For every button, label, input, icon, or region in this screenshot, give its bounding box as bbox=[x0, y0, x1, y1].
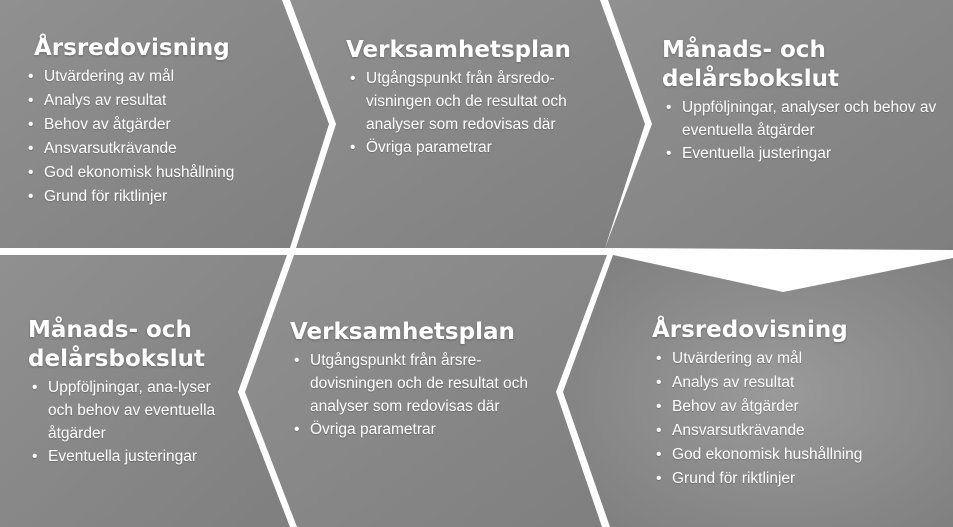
panel-title: Årsredovisning bbox=[652, 317, 848, 343]
panel-title: Verksamhetsplan bbox=[346, 37, 571, 63]
list-item: • Eventuella justeringar bbox=[28, 445, 238, 468]
list-item: • Behov av åtgärder bbox=[24, 113, 304, 137]
list-item: • Utvärdering av mål bbox=[652, 347, 942, 371]
panel-title: Månads- och delårsbokslut bbox=[28, 317, 206, 372]
list-item: • Ansvarsutkrävande bbox=[652, 419, 942, 443]
panel-manadsbokslut-bottom bbox=[28, 316, 238, 468]
list-item: • Uppföljningar, ana-lyser och behov av eventuella åtgärder bbox=[28, 376, 238, 445]
list-item: • Utgångspunkt från årsre-dovisningen och de resultat och analyser som redovisas där bbox=[290, 349, 542, 418]
list-item: • Utvärdering av mål bbox=[24, 65, 304, 89]
panel-arsredovisning-bottom bbox=[652, 316, 942, 491]
panel-arsredovisning-top bbox=[24, 34, 304, 209]
bullet-list bbox=[290, 349, 542, 441]
list-item: • Analys av resultat bbox=[652, 371, 942, 395]
list-item: • Grund för riktlinjer bbox=[24, 185, 304, 209]
panel-title: Verksamhetsplan bbox=[290, 319, 515, 345]
list-item: • God ekonomisk hushållning bbox=[652, 443, 942, 467]
panel-title: Årsredovisning bbox=[34, 35, 230, 61]
list-item: • Eventuella justeringar bbox=[662, 142, 937, 165]
list-item: • Analys av resultat bbox=[24, 89, 304, 113]
bullet-list bbox=[346, 67, 616, 159]
list-item: • Uppföljningar, analyser och behov av eventuella åtgärder bbox=[662, 96, 937, 142]
panel-verksamhetsplan-bottom bbox=[290, 318, 542, 441]
list-item: • God ekonomisk hushållning bbox=[24, 161, 304, 185]
list-item: • Behov av åtgärder bbox=[652, 395, 942, 419]
panel-manadsbokslut-top bbox=[662, 36, 937, 165]
list-item: • Övriga parametrar bbox=[290, 418, 542, 441]
bullet-list bbox=[28, 376, 238, 468]
list-item: • Övriga parametrar bbox=[346, 136, 616, 159]
panel-verksamhetsplan-top bbox=[346, 36, 616, 159]
panel-title: Månads- och delårsbokslut bbox=[662, 37, 840, 92]
list-item: • Grund för riktlinjer bbox=[652, 467, 942, 491]
bullet-list bbox=[652, 347, 942, 491]
bullet-list bbox=[662, 96, 937, 165]
list-item: • Ansvarsutkrävande bbox=[24, 137, 304, 161]
list-item: • Utgångspunkt från årsredo-visningen och de resultat och analyser som redovisas där bbox=[346, 67, 616, 136]
bullet-list bbox=[24, 65, 304, 209]
